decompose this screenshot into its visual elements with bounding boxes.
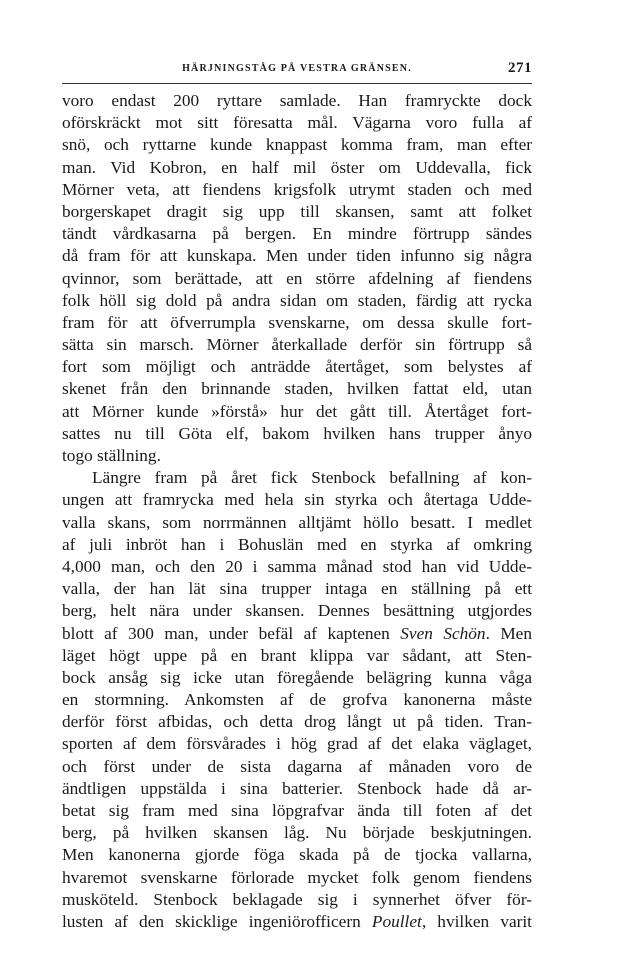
paragraph-1 xyxy=(62,90,532,467)
text-line: Längre fram på året fick Stenbock befallning af kon- xyxy=(92,468,532,488)
text-line: voro endast 200 ryttare samlade. Han framryckte dock xyxy=(62,91,532,110)
text-line: sporten af dem försvårades i hög grad af det elaka väglaget, xyxy=(62,734,532,754)
text-line: togo ställning. xyxy=(62,446,161,465)
text-line: tändt vårdkasarna på bergen. En mindre förtrupp sändes xyxy=(62,224,532,244)
text-line: ändtligen uppstälda i sina batterier. Stenbock hade då ar- xyxy=(62,778,532,798)
text-line: snö, och ryttarne kunde knappast komma fram, man efter xyxy=(62,135,532,155)
text-line: en stormning. Ankomsten af de grofva kanonerna måste xyxy=(62,690,532,710)
text-line: fram för att öfverrumpla svenskarne, om dessa skulle fort- xyxy=(62,312,532,332)
text-line: man. Vid Kobron, en half mil öster om Uddevalla, fick xyxy=(62,157,532,177)
text-line: borgerskapet dragit sig upp till skansen, samt att folket xyxy=(62,201,532,221)
text-line: hvaremot svenskarne förlorade mycket folk genom fiendens xyxy=(62,867,532,887)
page-number: 271 xyxy=(508,60,532,76)
text-line: sattes nu till Göta elf, bakom hvilken hans trupper ånyo xyxy=(62,423,532,443)
paragraph-2 xyxy=(62,467,532,933)
text-line: Mörner veta, att fiendens krigsfolk utrymt staden och med xyxy=(62,179,532,199)
italic-name: Poullet xyxy=(371,911,422,931)
running-title: HÄRJNINGSTÅG PÅ VESTRA GRÄNSEN. xyxy=(182,63,412,74)
header-rule xyxy=(62,83,532,84)
text-line: af juli inbröt han i Bohuslän med en styrka af omkring xyxy=(62,534,532,554)
text-line: och först under de sista dagarna af månaden voro de xyxy=(62,756,532,776)
text-line: betat sig fram med sina löpgrafvar ända till foten af det xyxy=(62,801,532,820)
text-line: blott af 300 man, under befäl af kaptenen Sven Schön. Men xyxy=(62,623,532,643)
text-line: läget högt uppe på en brant klippa var sådant, att Sten- xyxy=(62,645,532,665)
text-line: skenet från den brinnande staden, hvilken fattat eld, utan xyxy=(62,379,532,399)
italic-name: Sven Schön xyxy=(400,623,486,643)
running-head xyxy=(62,60,532,82)
text-line: Men kanonerna gjorde föga skada på de tjocka vallarna, xyxy=(62,845,532,865)
body-text xyxy=(62,90,532,933)
text-line: valla, der han lät sina trupper intaga en ställning på ett xyxy=(62,579,532,599)
text-line: berg, helt nära under skansen. Dennes besättning utgjordes xyxy=(62,601,532,621)
text-line: oförskräckt mot sitt föresatta mål. Vägarna voro fulla af xyxy=(62,113,532,133)
text-line: folk höll sig dold på andra sidan om staden, färdig att rycka xyxy=(62,290,532,310)
text-line: derför först afbidas, och detta drog långt ut på tiden. Tran- xyxy=(62,712,532,732)
text-line: berg, på hvilken skansen låg. Nu började beskjutningen. xyxy=(62,823,532,843)
text-line: 4,000 man, och den 20 i samma månad stod han vid Udde- xyxy=(62,556,532,576)
text-line: lusten af den skicklige ingeniörofficern Poullet, hvilken varit xyxy=(62,911,532,931)
text-line: qvinnor, som berättade, att en större afdelning af fiendens xyxy=(62,268,532,288)
text-line: sätta sin marsch. Mörner återkallade derför sin förtrupp så xyxy=(62,335,532,355)
text-line: fort som möjligt och anträdde återtåget, som belystes af xyxy=(62,357,532,377)
text-line: att Mörner kunde »förstå» hur det gått till. Återtåget fort- xyxy=(62,401,532,421)
text-line: valla skans, som norrmännen alltjämt höllo besatt. I medlet xyxy=(62,512,532,532)
text-line: ungen att framrycka med hela sin styrka och återtaga Udde- xyxy=(62,490,532,510)
text-line: musköteld. Stenbock beklagade sig i synnerhet öfver för- xyxy=(62,889,532,909)
text-line: då fram för att kunskapa. Men under tiden infunno sig några xyxy=(62,246,532,266)
text-line: bock ansåg sig icke utan föregående belägring kunna våga xyxy=(62,667,532,687)
